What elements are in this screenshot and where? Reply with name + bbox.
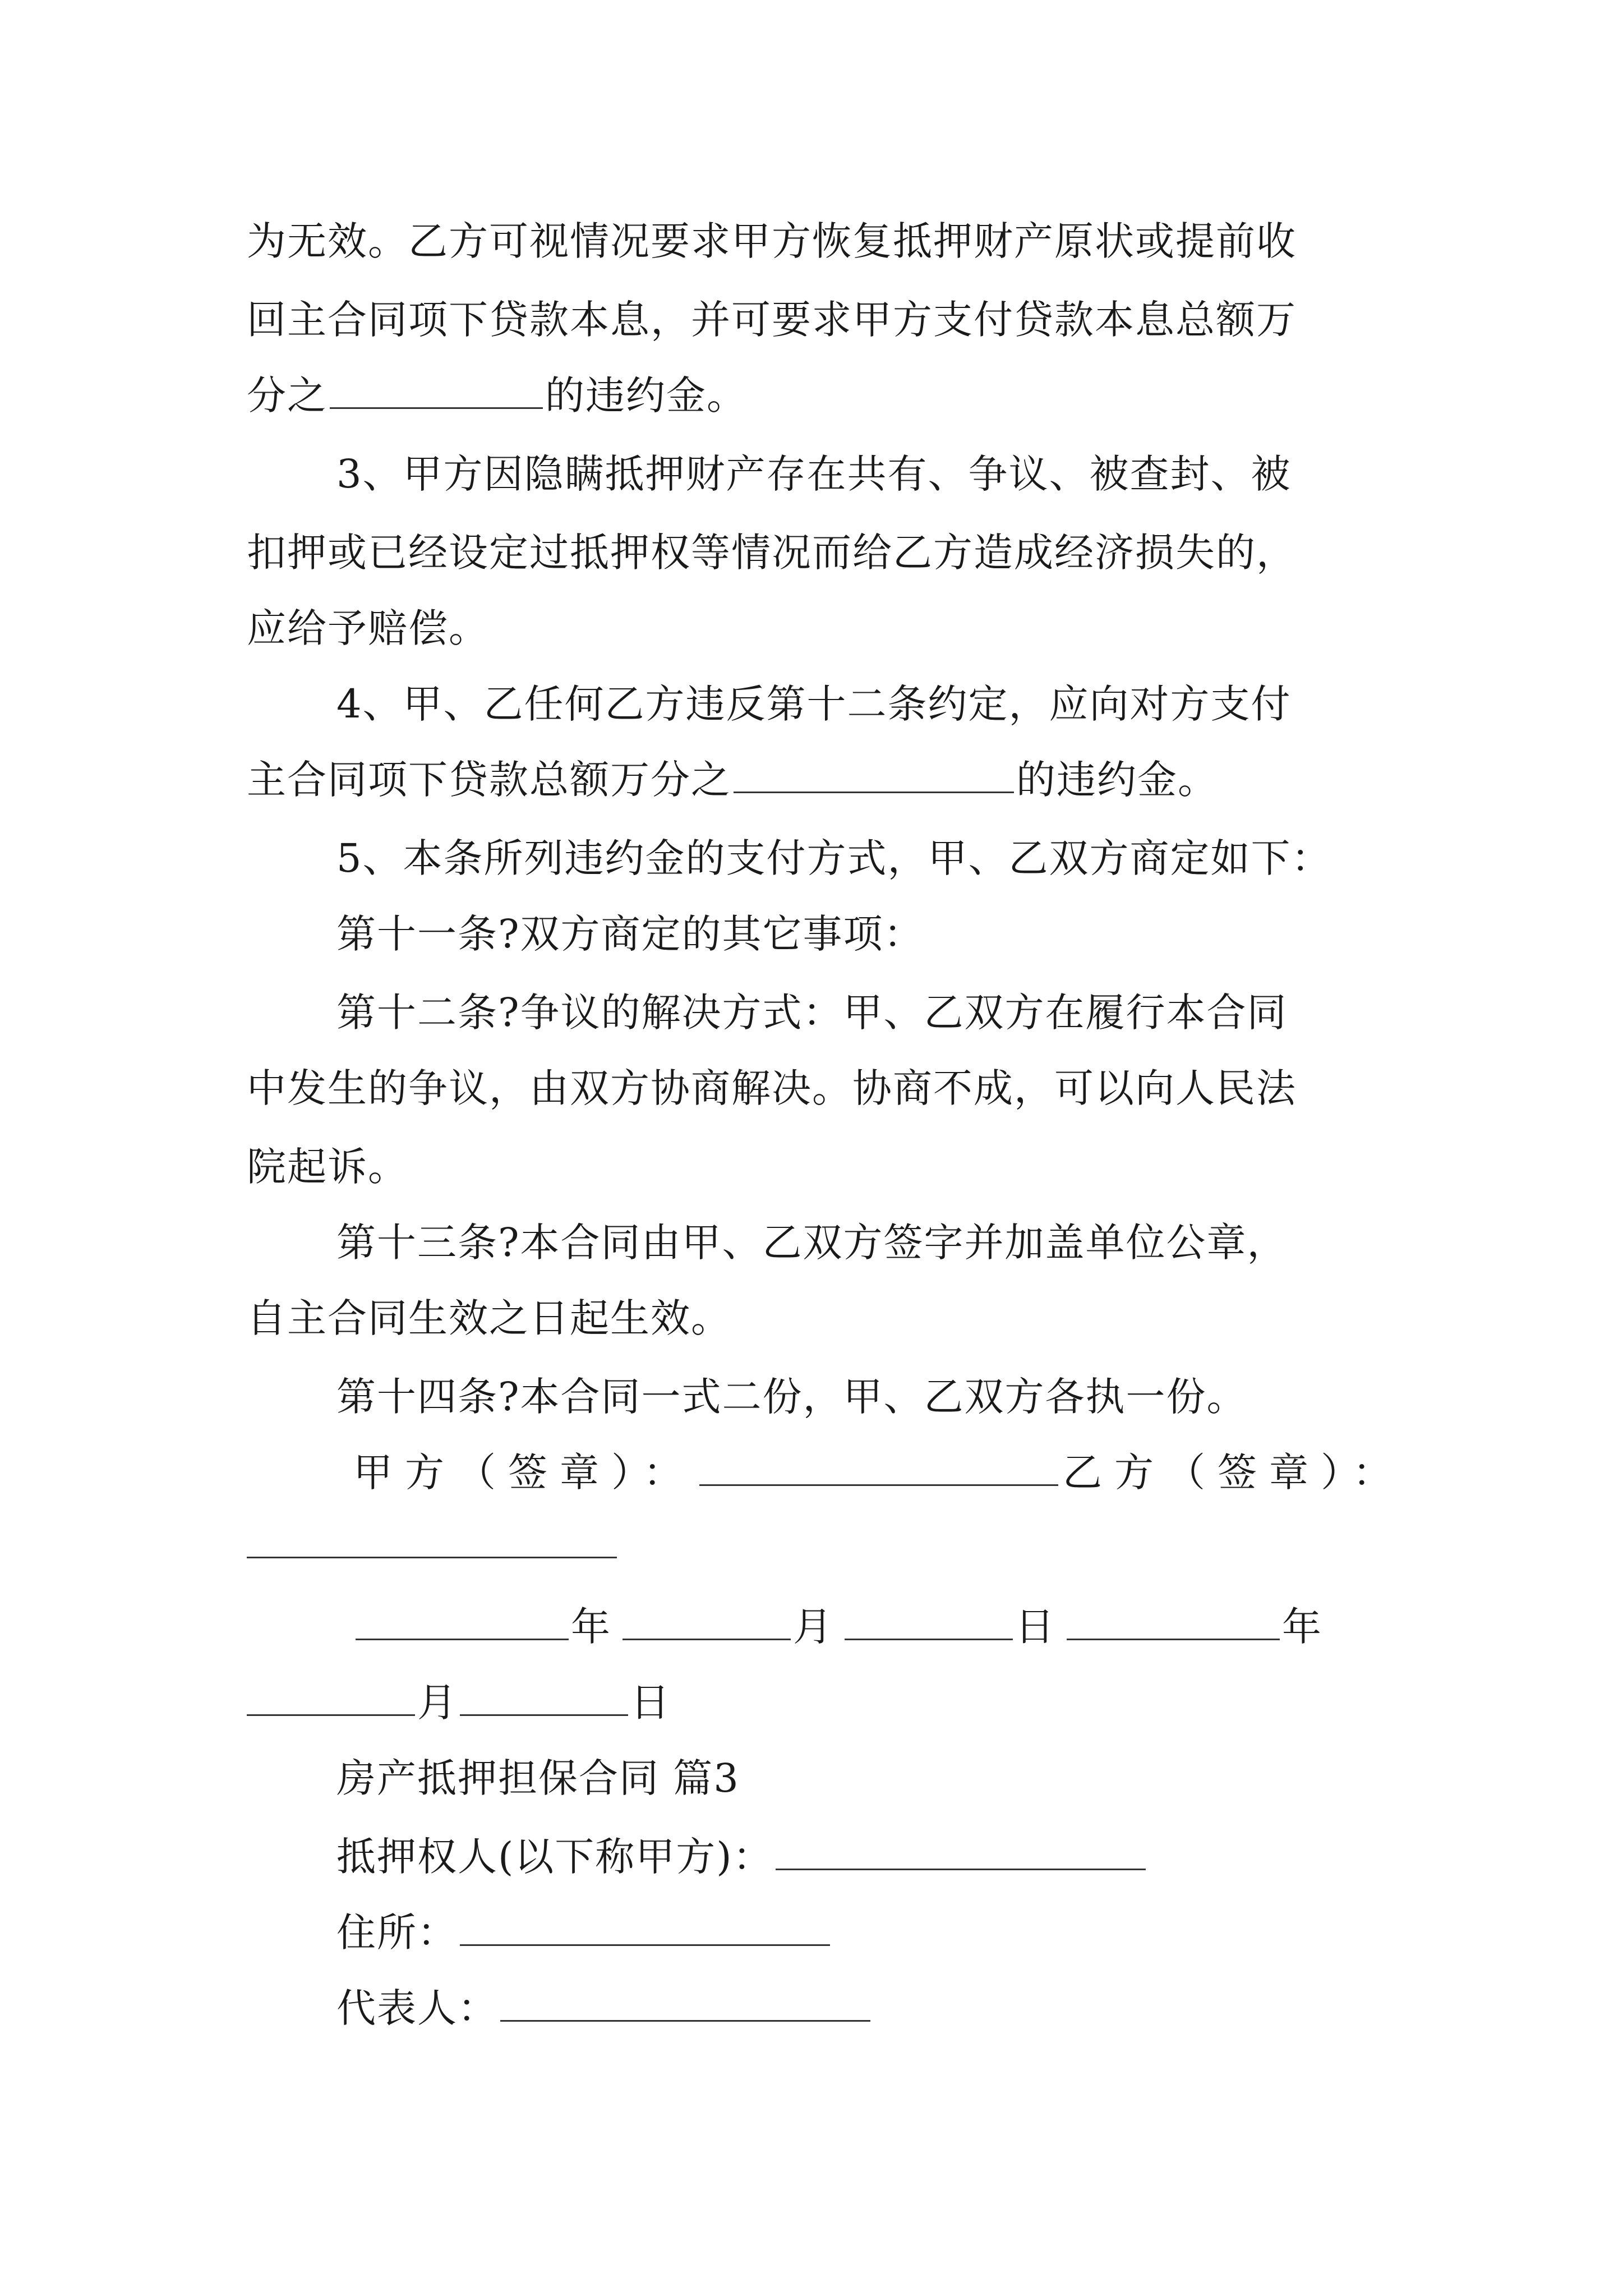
month-blank	[623, 1605, 791, 1640]
party-a-signature-blank	[699, 1451, 1058, 1486]
month-label: 月	[793, 1604, 833, 1650]
text-fragment: 的违约金。	[545, 372, 747, 418]
article-12-line: 第十二条?争议的解决方式：甲、乙双方在履行本合同	[336, 990, 1288, 1036]
month-label: 月	[417, 1680, 458, 1726]
mortgagee-label: 抵押权人(以下称甲方)：	[336, 1834, 773, 1880]
clause-3-line: 3、甲方因隐瞒抵押财产存在共有、争议、被查封、被	[336, 451, 1292, 497]
party-b-signature-blank	[247, 1557, 617, 1558]
text-line: 自主合同生效之日起生效。	[247, 1295, 731, 1341]
party-b-signature-label: 乙方（签章）：	[1063, 1450, 1404, 1496]
day-label: 日	[630, 1680, 671, 1726]
text-fragment: 分之	[247, 372, 328, 418]
representative-blank	[500, 1986, 870, 2022]
text-line: 应给予赔偿。	[247, 605, 489, 651]
text-fragment: 主合同项下贷款总额万分之	[247, 757, 731, 803]
article-13-line: 第十三条?本合同由甲、乙双方签字并加盖单位公章，	[336, 1220, 1288, 1266]
day-blank	[460, 1681, 628, 1716]
address-line	[336, 1904, 832, 1961]
year-label: 年	[1282, 1604, 1322, 1650]
party-a-signature-label: 甲方（签章）：	[353, 1450, 695, 1496]
article-11-line: 第十一条?双方商定的其它事项：	[336, 911, 924, 957]
signature-line	[353, 1444, 1404, 1501]
year-label: 年	[571, 1604, 611, 1650]
representative-label: 代表人：	[336, 1985, 498, 2031]
year-blank	[1067, 1605, 1280, 1640]
address-blank	[460, 1911, 830, 1946]
text-line: 院起诉。	[247, 1144, 408, 1190]
address-label: 住所：	[336, 1910, 458, 1955]
text-line: 中发生的争议，由双方协商解决。协商不成，可以向人民法	[247, 1065, 1297, 1111]
date-line	[247, 1674, 671, 1731]
text-line	[247, 367, 747, 424]
month-blank	[247, 1681, 415, 1716]
text-line: 扣押或已经设定过抵押权等情况而给乙方造成经济损失的，	[247, 530, 1297, 576]
year-blank	[356, 1605, 569, 1640]
day-blank	[845, 1605, 1013, 1640]
text-line: 为无效。乙方可视情况要求甲方恢复抵押财产原状或提前收	[247, 218, 1297, 264]
text-fragment: 的违约金。	[1016, 757, 1218, 803]
text-line: 回主合同项下贷款本息，并可要求甲方支付贷款本息总额万	[247, 297, 1297, 343]
mortgagee-line	[336, 1829, 1148, 1885]
date-line	[353, 1599, 1322, 1655]
clause-5-line: 5、本条所列违约金的支付方式，甲、乙双方商定如下：	[336, 835, 1332, 881]
text-line	[247, 752, 1218, 808]
article-14-line: 第十四条?本合同一式二份，甲、乙双方各执一份。	[336, 1374, 1247, 1420]
fill-in-blank	[330, 374, 543, 409]
section-title: 房产抵押担保合同 篇3	[336, 1755, 740, 1801]
day-label: 日	[1015, 1604, 1055, 1650]
representative-line	[336, 1980, 873, 2036]
fill-in-blank	[734, 758, 1014, 793]
mortgagee-blank	[776, 1835, 1146, 1870]
clause-4-line: 4、甲、乙任何乙方违反第十二条约定，应向对方支付	[336, 681, 1292, 727]
